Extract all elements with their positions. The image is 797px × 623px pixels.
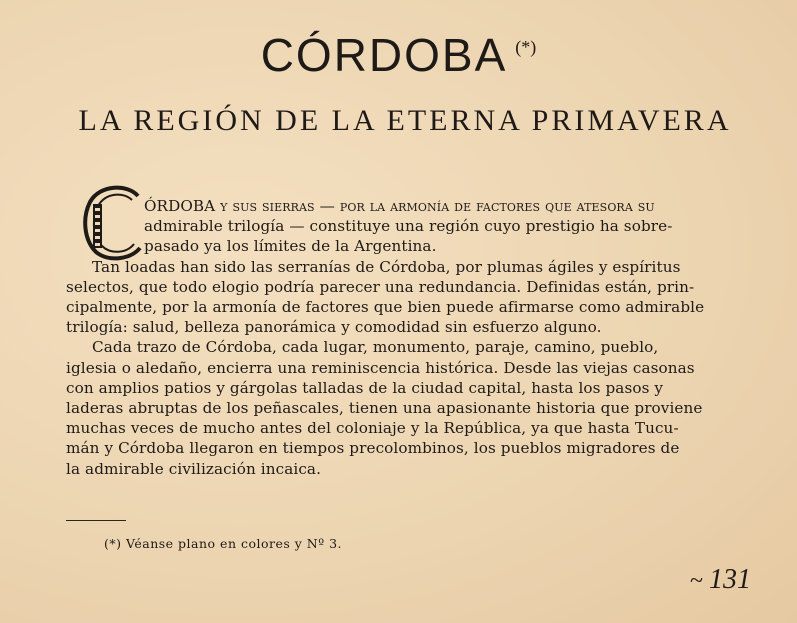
text-line: Cada trazo de Córdoba, cada lugar, monumento, paraje, camino, pueblo, bbox=[92, 338, 659, 357]
title-footnote-mark: (*) bbox=[515, 37, 537, 57]
text-line: trilogía: salud, belleza panorámica y comodidad sin esfuerzo alguno. bbox=[66, 318, 602, 337]
text-line: ÓRDOBA y sus sierras — por la armonía de factores que atesora su bbox=[144, 197, 655, 215]
text-line: selectos, que todo elogio podría parecer una redundancia. Definidas están, prin- bbox=[66, 277, 695, 296]
page-number-ornament: ~ bbox=[690, 568, 703, 594]
page-number bbox=[690, 564, 751, 596]
page-number-value: 131 bbox=[708, 564, 751, 595]
page-title bbox=[0, 28, 797, 82]
text-line: Tan loadas han sido las serranías de Córdoba, por plumas ágiles y espíritus bbox=[92, 257, 681, 276]
page-subtitle: LA REGIÓN DE LA ETERNA PRIMAVERA bbox=[78, 104, 732, 137]
text-line: laderas abruptas de los peñascales, tienen una apasionante historia que proviene bbox=[66, 399, 703, 418]
text-line: muchas veces de mucho antes del coloniaje y la República, ya que hasta Tucu- bbox=[66, 419, 679, 438]
title-text: CÓRDOBA bbox=[260, 29, 508, 81]
dropcap-letter: C bbox=[114, 232, 115, 233]
text-line: mán y Córdoba llegaron en tiempos precolombinos, los pueblos migradores de bbox=[66, 439, 680, 458]
footnote-divider bbox=[66, 520, 126, 521]
footnote: (*) Véanse plano en colores y Nº 3. bbox=[104, 536, 343, 551]
text-line: pasado ya los límites de la Argentina. bbox=[144, 237, 437, 256]
text-line: iglesia o aledaño, encierra una reminiscencia histórica. Desde las viejas casonas bbox=[66, 358, 695, 377]
article-body bbox=[66, 196, 756, 479]
text-line: con amplios patios y gárgolas talladas de la ciudad capital, hasta los pasos y bbox=[66, 378, 664, 397]
text-line: la admirable civilización incaica. bbox=[66, 459, 322, 478]
text-line: admirable trilogía — constituye una región cuyo prestigio ha sobre- bbox=[144, 217, 673, 236]
text-line: cipalmente, por la armonía de factores que bien puede afirmarse como admirable bbox=[66, 298, 705, 317]
